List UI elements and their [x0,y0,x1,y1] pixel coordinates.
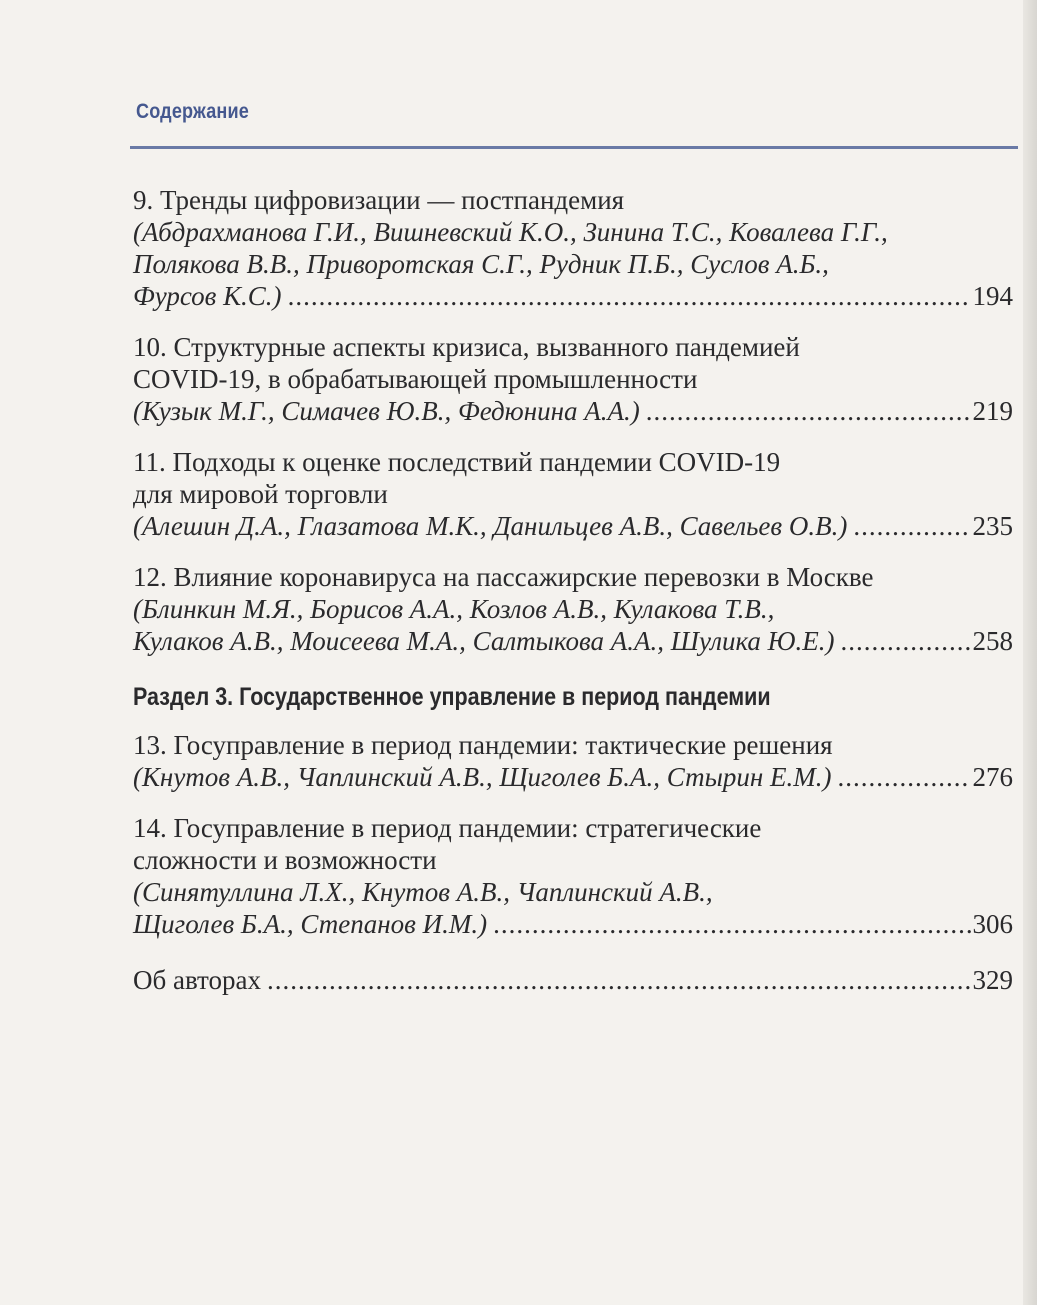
toc-entry-14[interactable] [133,812,1013,940]
dot-leader [841,625,971,657]
toc-entry-9[interactable] [133,184,1013,312]
entry-authors-line: (Кнутов А.В., Чаплинский А.В., Щиголев Б.А., Стырин Е.М.) [133,762,832,792]
dot-leader [267,964,971,996]
entry-leader-line [133,964,1013,996]
entry-leader-line [133,908,1013,940]
page-header-title: Содержание [136,100,249,123]
about-authors-label: Об авторах [133,965,261,995]
dot-leader [288,280,971,312]
entry-authors-line: (Алешин Д.А., Глазатова М.К., Данильцев А.В., Савельев О.В.) [133,511,848,541]
entry-authors-line: Кулаков А.В., Моисеева М.А., Салтыкова А.А., Шулика Ю.Е.) [133,626,835,656]
page-number[interactable]: 194 [972,281,1013,311]
dot-leader [838,761,971,793]
entry-authors-line: (Блинкин М.Я., Борисов А.А., Козлов А.В., Кулакова Т.В., [133,594,775,624]
entry-title-line: COVID-19, в обрабатывающей промышленности [133,364,698,394]
entry-authors-line: Полякова В.В., Приворотская С.Г., Рудник П.Б., Суслов А.Б., [133,249,829,279]
entry-leader-line [133,625,1013,657]
page-number[interactable]: 258 [972,626,1013,656]
entry-leader-line [133,280,1013,312]
entry-leader-line [133,761,1013,793]
entry-title-line: сложности и возможности [133,845,437,875]
entry-title-line: для мировой торговли [133,479,388,509]
dot-leader [493,908,970,940]
entry-authors-line: (Абдрахманова Г.И., Вишневский К.О., Зинина Т.С., Ковалева Г.Г., [133,217,888,247]
entry-title-line: 10. Структурные аспекты кризиса, вызванного пандемией [133,332,800,362]
dot-leader [853,510,970,542]
page-number[interactable]: 219 [972,396,1013,426]
entry-title-line: 9. Тренды цифровизации — постпандемия [133,185,625,215]
entry-authors-line: (Кузык М.Г., Симачев Ю.В., Федюнина А.А.) [133,396,640,426]
toc-entry-13[interactable] [133,729,1013,793]
entry-authors-line: Щиголев Б.А., Степанов И.М.) [133,909,488,939]
entry-leader-line [133,395,1013,427]
entry-leader-line [133,510,1013,542]
toc-entry-12[interactable] [133,561,1013,657]
entry-title-line: 14. Госуправление в период пандемии: стратегические [133,813,762,843]
page-number[interactable]: 329 [972,965,1013,995]
entry-title-line: 11. Подходы к оценке последствий пандемии COVID-19 [133,447,781,477]
entry-authors-line: (Синятуллина Л.Х., Кнутов А.В., Чаплинский А.В., [133,877,713,907]
table-of-contents [133,184,1013,1015]
dot-leader [646,395,971,427]
toc-entry-about-authors[interactable] [133,964,1013,996]
page-number[interactable]: 235 [972,511,1013,541]
section-heading: Раздел 3. Государственное управление в период пандемии [133,683,771,711]
page-number[interactable]: 276 [972,762,1013,792]
toc-entry-10[interactable] [133,331,1013,427]
page-number[interactable]: 306 [972,909,1013,939]
entry-title-line: 13. Госуправление в период пандемии: тактические решения [133,730,833,760]
entry-authors-line: Фурсов К.С.) [133,281,282,311]
page-edge [1023,0,1037,1305]
toc-entry-11[interactable] [133,446,1013,542]
entry-title-line: 12. Влияние коронавируса на пассажирские перевозки в Москве [133,562,874,592]
header-rule [130,146,1018,149]
